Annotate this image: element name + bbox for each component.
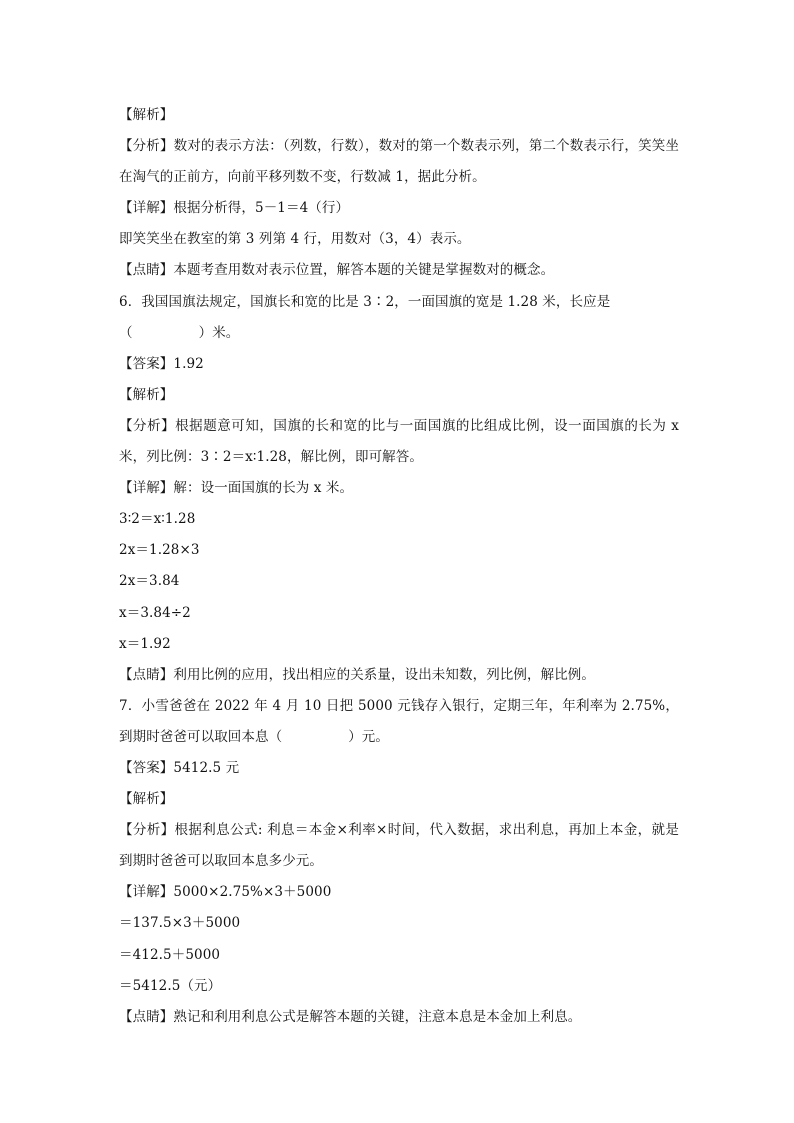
- question-6-text: 6．我国国旗法规定，国旗长和宽的比是 3∶2，一面国旗的宽是 1.28 米，长应是: [119, 293, 611, 310]
- solution-line: 【详解】5000×2.75%×3＋5000: [119, 884, 332, 901]
- blank-close: ）米。: [198, 324, 240, 341]
- question-7-text: [119, 691, 679, 753]
- analysis-paragraph: 【分析】根据题意可知，国旗的长和宽的比与一面国旗的比组成比例，设一面国旗的长为 x 米，列比例：3∶2＝x∶1.28，解比例，即可解答。: [119, 417, 679, 466]
- equation-line: x＝3.84÷2: [119, 604, 191, 621]
- document-body: [119, 100, 679, 1033]
- equation-line: x＝1.92: [119, 635, 171, 652]
- analysis-heading: 【解析】: [119, 107, 174, 123]
- blank-close: ）元。: [348, 728, 390, 745]
- answer-line: 【答案】1.92: [119, 355, 204, 372]
- comment-line: 【点睛】本题考查用数对表示位置，解答本题的关键是掌握数对的概念。: [119, 262, 555, 279]
- analysis-paragraph: 【分析】根据利息公式: 利息＝本金×利率×时间，代入数据，求出利息，再加上本金，就是到期时爸爸可以取回本息多少元。: [119, 822, 679, 870]
- analysis-heading: 【解析】: [119, 791, 174, 808]
- question-7-main: 7．小雪爸爸在 2022 年 4 月 10 日把 5000 元钱存入银行，定期三年，年利率为 2.75%，到期时爸爸可以取回本息（: [119, 697, 679, 745]
- solution-line: 即笑笑坐在教室的第 3 列第 4 行，用数对（3，4）表示。: [119, 231, 471, 248]
- solution-line: 【详解】根据分析得，5－1＝4（行）: [119, 200, 350, 217]
- equation-line: 2x＝3.84: [119, 573, 180, 590]
- answer-line: 【答案】5412.5 元: [119, 759, 240, 776]
- solution-line: 【详解】解：设一面国旗的长为 x 米。: [119, 480, 354, 497]
- analysis-heading: 【解析】: [119, 386, 174, 403]
- equation-line: ＝412.5＋5000: [119, 946, 221, 963]
- question-6-blank-line: [119, 318, 679, 349]
- analysis-paragraph: 【分析】数对的表示方法：（列数，行数），数对的第一个数表示列，第二个数表示行，笑笑坐在淘气的正前方，向前平移列数不变，行数减 1，据此分析。: [119, 138, 679, 186]
- equation-line: ＝137.5×3＋5000: [119, 915, 241, 932]
- equation-line: ＝5412.5（元）: [119, 977, 222, 994]
- comment-line: 【点睛】利用比例的应用，找出相应的关系量，设出未知数，列比例，解比例。: [119, 666, 595, 683]
- equation-line: 3∶2＝x∶1.28: [119, 511, 196, 528]
- equation-line: 2x＝1.28×3: [119, 542, 200, 559]
- blank-open: （: [119, 324, 133, 341]
- comment-line: 【点睛】熟记和利用利息公式是解答本题的关键，注意本息是本金加上利息。: [119, 1008, 582, 1025]
